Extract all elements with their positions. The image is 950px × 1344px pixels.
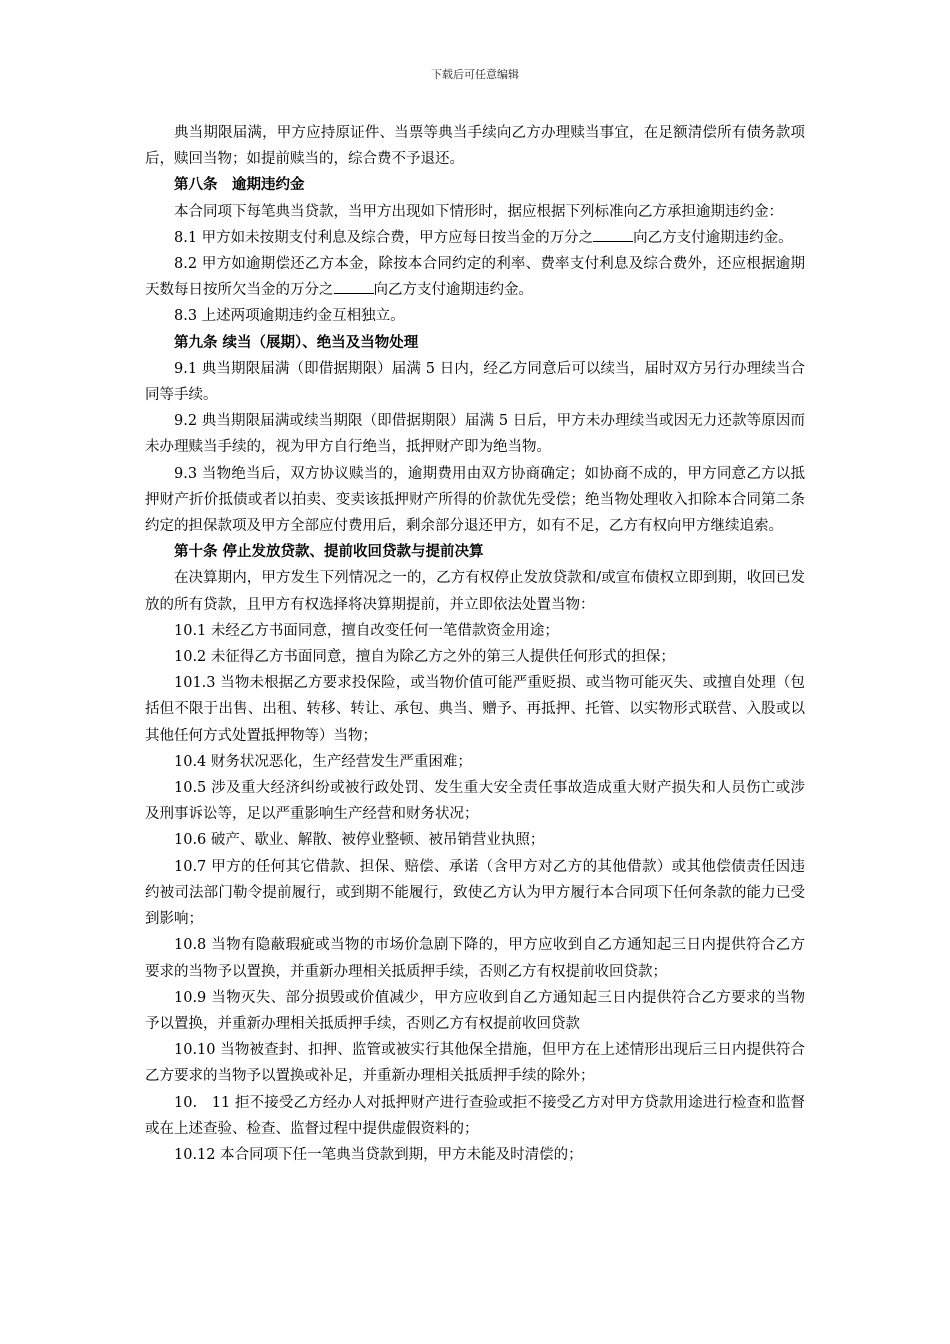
clause-10-2: 10.2 未征得乙方书面同意，擅自为除乙方之外的第三人提供任何形式的担保； [174,649,675,666]
fill-blank [593,227,633,242]
page-header: 下载后可任意编辑 [431,68,519,81]
article-8-heading: 第八条 逾期违约金 [174,177,305,194]
clause-10-7: 10.7 甲方的任何其它借款、担保、赔偿、承诺（含甲方对乙方的其他借款）或其他偿债责任因违约被司法部门勒令提前履行，或到期不能履行，致使乙方认为甲方履行本合同项下任何条款的能力已受到影响； [145,858,805,928]
article-9-heading: 第九条 续当（展期）、绝当及当物处理 [174,334,419,351]
fill-blank [334,279,374,294]
clause-10-6: 10.6 破产、歇业、解散、被停业整顿、被吊销营业执照； [174,832,545,849]
clause-10-8: 10.8 当物有隐蔽瑕疵或当物的市场价急剧下降的，甲方应收到自乙方通知起三日内提供符合乙方要求的当物予以置换，并重新办理相关抵质押手续，否则乙方有权提前收回贷款； [145,937,805,980]
clause-8-2 [145,251,805,303]
article-10-heading: 第十条 停止发放贷款、提前收回贷款与提前决算 [174,544,484,561]
clause-10-11: 10. 11 拒不接受乙方经办人对抵押财产进行查验或拒不接受乙方对甲方贷款用途进行检查和监督或在上述查验、检查、监督过程中提供虚假资料的； [145,1094,805,1137]
clause-9-3: 9.3 当物绝当后，双方协议赎当的，逾期费用由双方协商确定；如协商不成的，甲方同意乙方以抵押财产折价抵债或者以拍卖、变卖该抵押财产所得的价款优先受偿；绝当物处理收入扣除本合同第二条约定的担保款项及甲方全部应付费用后，剩余部分退还甲方，如有不足，乙方有权向甲方继续追索。 [145,465,805,535]
paragraph: 典当期限届满，甲方应持原证件、当票等典当手续向乙方办理赎当事宜，在足额清偿所有债务款项后，赎回当物；如提前赎当的，综合费不予退还。 [145,125,805,168]
clause-10-3: 101.3 当物未根据乙方要求投保险，或当物价值可能严重贬损、或当物可能灭失、或擅自处理（包括但不限于出售、出租、转移、转让、承包、典当、赠予、再抵押、托管、以实物形式联营、入股或以其他任何方式处置抵押物等）当物； [145,675,805,744]
contract-body [145,120,805,1168]
clause-text: 向乙方支付逾期违约金。 [373,282,533,299]
clause-text: 8.2 甲方如逾期偿还乙方本金，除按本合同约定的利率、费率支付利息及综合费外，还应根据逾期天数每日按所欠当金的万分之 [145,256,805,299]
paragraph: 本合同项下每笔典当贷款，当甲方出现如下情形时，据应根据下列标准向乙方承担逾期违约金： [174,203,783,220]
clause-9-1: 9.1 典当期限届满（即借据期限）届满 5 日内，经乙方同意后可以续当，届时双方另行办理续当合同等手续。 [145,360,805,404]
clause-10-10: 10.10 当物被查封、扣押、监管或被实行其他保全措施，但甲方在上述情形出现后三日内提供符合乙方要求的当物予以置换或补足，并重新办理相关抵质押手续的除外； [145,1042,805,1085]
clause-10-12: 10.12 本合同项下任一笔典当贷款到期，甲方未能及时清偿的； [174,1146,583,1163]
clause-9-2: 9.2 典当期限届满或续当期限（即借据期限）届满 5 日后，甲方未办理续当或因无力还款等原因而未办理赎当手续的，视为甲方自行绝当，抵押财产即为绝当物。 [145,413,805,456]
clause-10-5: 10.5 涉及重大经济纠纷或被行政处罚、发生重大安全责任事故造成重大财产损失和人员伤亡或涉及刑事诉讼等，足以严重影响生产经营和财务状况； [145,780,805,823]
clause-text: 8.1 甲方如未按期支付利息及综合费，甲方应每日按当金的万分之 [174,229,594,246]
paragraph: 在决算期内，甲方发生下列情况之一的，乙方有权停止发放贷款和/或宣布债权立即到期，收回已发放的所有贷款，且甲方有权选择将决算期提前，并立即依法处置当物： [145,570,805,613]
clause-text: 向乙方支付逾期违约金。 [633,229,793,246]
clause-10-9: 10.9 当物灭失、部分损毁或价值减少，甲方应收到自乙方通知起三日内提供符合乙方要求的当物予以置换，并重新办理相关抵质押手续，否则乙方有权提前收回贷款 [145,989,805,1032]
clause-8-3: 8.3 上述两项逾期违约金互相独立。 [174,308,405,325]
clause-10-1: 10.1 未经乙方书面同意，擅自改变任何一笔借款资金用途； [174,622,559,639]
clause-10-4: 10.4 财务状况恶化，生产经营发生严重困难； [174,753,472,770]
clause-8-1 [145,225,805,251]
